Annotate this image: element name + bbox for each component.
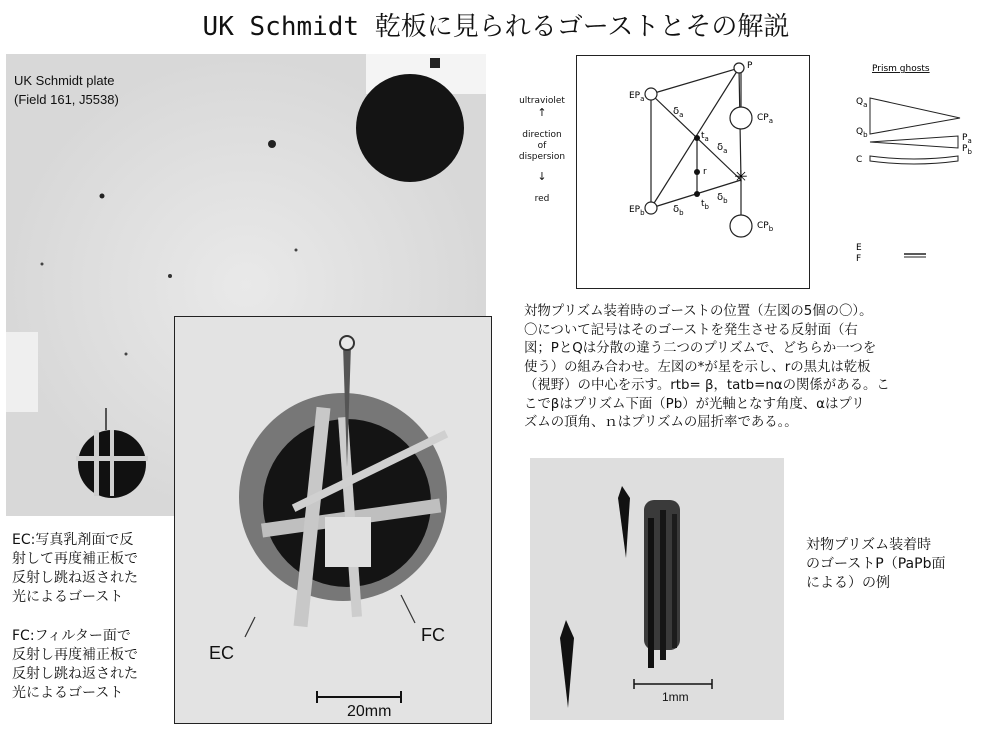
ec-caption-line: 射して再度補正板で — [12, 551, 138, 567]
ghost-diagram — [576, 55, 810, 289]
example-caption-line: のゴーストP（PaPb面 — [806, 556, 946, 572]
example-photo — [530, 458, 784, 720]
fc-caption-line: 光によるゴースト — [12, 685, 124, 701]
ghost-halo — [356, 74, 464, 182]
epa-label: $EP_a$ — [629, 91, 645, 103]
plate-label-line2: (Field 161, J5538) — [14, 92, 119, 107]
ta-label: $t_a$ — [701, 131, 709, 143]
f-label: F — [856, 254, 862, 264]
epb-label: $EP_b$ — [629, 205, 645, 217]
prism-title: Prism ghosts — [872, 64, 930, 74]
star-icon: ✳ — [734, 167, 748, 186]
example-caption-line: による）の例 — [806, 575, 890, 591]
e-label: E — [856, 243, 862, 253]
r-label: r — [703, 167, 707, 177]
qb-label: $Q_b$ — [856, 127, 868, 139]
c-label: C — [856, 155, 863, 165]
prism-diagram-graphic — [848, 60, 978, 270]
pa-label: $P_a$ — [962, 133, 972, 145]
explanation-line: 図；PとQは分散の違う二つのプリズムで、どちらか一つを — [524, 341, 877, 356]
cpa-label: $CP_a$ — [757, 113, 774, 125]
example-caption-line: 対物プリズム装着時 — [806, 537, 932, 553]
legend-red: red — [534, 194, 550, 204]
ec-caption-line: 光によるゴースト — [12, 589, 124, 605]
example-scale-label: 1mm — [662, 690, 689, 704]
delta-a-label-1: $\delta_a$ — [673, 106, 684, 119]
arrow-down-icon: ↓ — [537, 170, 547, 183]
fc-caption-line: 反射し再度補正板で — [12, 647, 138, 663]
delta-b-label-2: $\delta_b$ — [717, 192, 728, 205]
explanation-line: ズムの頂角、ｎはプリズムの屈折率である。。 — [524, 415, 798, 430]
epb-marker — [645, 202, 657, 214]
explanation-line: 〇について記号はそのゴーストを発生させる反射面（右 — [524, 322, 858, 338]
pb-label: $P_b$ — [962, 144, 972, 156]
zoom-photo — [174, 316, 492, 724]
plate-label — [14, 71, 119, 109]
ta-dot — [694, 135, 700, 141]
fc-caption-line: FC:フィルター面で — [12, 628, 131, 644]
fc-label: FC — [421, 625, 445, 645]
ec-caption — [12, 531, 172, 607]
arrow-up-icon: ↑ — [537, 106, 547, 119]
spectrum-streak — [644, 500, 680, 668]
ec-caption-line: 反射し跳ね返された — [12, 570, 138, 586]
ec-caption-line: EC:写真乳剤面で反 — [12, 532, 134, 548]
delta-a-label-2: $\delta_a$ — [717, 142, 728, 155]
tb-label: $t_b$ — [701, 199, 709, 211]
epa-marker — [645, 88, 657, 100]
prism-diagram — [848, 60, 978, 270]
page-title: UK Schmidt 乾板に見られるゴーストとその解説 — [202, 12, 790, 42]
fc-caption — [12, 627, 172, 703]
ec-label: EC — [209, 643, 235, 663]
p-label: P — [747, 61, 753, 71]
explanation-line: 使う）の組み合わせ。左図の*が星を示し、rの黒丸は乾板 — [524, 359, 871, 375]
legend-ultraviolet: ultraviolet — [519, 96, 565, 106]
legend-of: of — [537, 141, 547, 151]
explanation-line: こでβはプリズム下面（Pb）が光軸となす角度、αはプリ — [524, 396, 865, 412]
explanation-line: 対物プリズム装着時のゴーストの位置（左図の5個の〇）。 — [524, 304, 873, 319]
legend-dispersion: dispersion — [518, 152, 566, 162]
zoom-scale-label: 20mm — [347, 703, 392, 720]
example-caption — [806, 536, 986, 593]
cpa-marker — [730, 107, 752, 129]
example-photo-graphic — [530, 458, 784, 720]
dispersion-legend — [512, 96, 572, 205]
r-dot — [694, 169, 700, 175]
cpb-label: $CP_b$ — [757, 221, 774, 233]
explanation-line: （視野）の中心を示す。rtb= β，tatb=nαの関係がある。こ — [524, 378, 890, 393]
fc-caption-line: 反射し跳ね返された — [12, 666, 138, 682]
legend-direction: direction — [522, 130, 562, 140]
explanation-text — [524, 303, 986, 433]
qa-label: $Q_a$ — [856, 97, 868, 109]
plate-label-line1: UK Schmidt plate — [14, 73, 115, 88]
delta-b-label-1: $\delta_b$ — [673, 204, 684, 217]
tb-dot — [694, 191, 700, 197]
cpb-marker — [730, 215, 752, 237]
ghost-diagram-graphic — [577, 56, 809, 288]
p-marker — [734, 63, 744, 73]
